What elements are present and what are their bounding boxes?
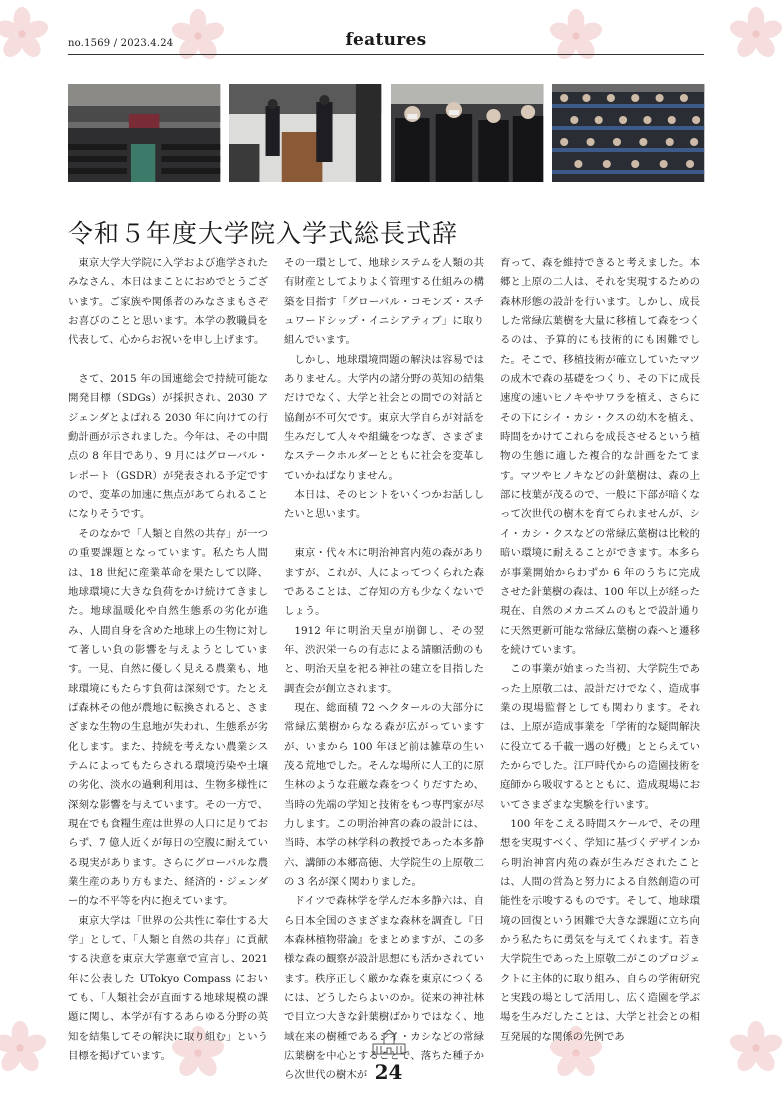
paragraph: 東京大学大学院に入学および進学されたみなさん、本日はまことにおめでとうございます。ご家族や関係者のみなさまもさぞお喜びのことと思います。本学の教職員を代表して、心からお祝いを申し上げます。 xyxy=(68,257,268,347)
yasuda-auditorium-icon xyxy=(369,1030,409,1056)
paragraph: そのなかで「人類と自然の共存」が一つの重要課題となっています。私たち人間は、18 世紀に産業革命を果たして以降、地球環境に大きな負荷をかけ続けてきました。地球温暖化や自然生態系の劣化が進み、人間自身を含めた地球上の生物に対して著しい負の影響を与えようとしています。一見、自然に優しく見える農業も、地球環境にもたらす負荷は深刻です。たとえば森林その他が農地に転換されると、さまざまな生物の生息地が失われ、生態系が劣化します。また、持続を考えない農業システムによってもたらされる環境汚染や土壌の劣化、淡水の過剰利用は、生物多様性に深刻な影響を与えています。その一方で、現在でも食糧生産は世界の人口に足りておらず、7 億人近くが毎日の空腹に耐えている現実があります。さらにグローバルな農業生産のあり方もまた、経済的・ジェンダー的な不平等を内に抱えています。 xyxy=(68,527,268,908)
section-title: features xyxy=(345,30,427,50)
podium-photo xyxy=(229,84,381,182)
paragraph: 東京大学は「世界の公共性に奉仕する大学」として、「人類と自然の共存」に貢献する決意を東京大学憲章で宣言し、2021 年に公表した UTokyo Compass においても、「人類社会が直面する地球規模の課題に関し、本学が有するあらゆる分野の英知を結集してその解決に取り組む」という目標を掲げています。 xyxy=(68,914,268,1063)
cherry-blossom-icon xyxy=(0,6,50,62)
paragraph: その一環として、地球システムを人類の共有財産としてよりよく管理する仕組みの構築を目指す「グローバル・コモンズ・スチュワードシップ・イニシアティブ」に取り組んでいます。 xyxy=(284,257,484,347)
article-column-3 xyxy=(500,254,700,1043)
cherry-blossom-icon xyxy=(728,6,784,62)
article-column-1 xyxy=(68,254,268,1063)
paragraph-gap xyxy=(284,525,484,544)
page-header xyxy=(68,30,704,55)
paragraph: しかし、地球環境問題の解決は容易ではありません。大学内の諸分野の英知の結集だけでなく、大学と社会との間での対話と協創が不可欠です。東京大学自らが対話を生みだして人々や組織をつなぎ、さまざまなステークホルダーとともに社会を変革していかねばなりません。 xyxy=(284,353,484,482)
paragraph-gap xyxy=(68,351,268,370)
issue-number: no.1569 / 2023.4.24 xyxy=(68,38,174,49)
auditorium-photo xyxy=(68,84,220,182)
paragraph: ドイツで森林学を学んだ本多静六は、自ら日本全国のさまざまな森林を調査し『日本森林植物帯論』をまとめますが、この多様な森の観察が設計思想にも活かされています。秩序正しく厳かな森を東京につくるには、どうしたらよいのか。従来の神社林で目立つ大きな針葉樹ばかりではなく、地域在来の樹種であるシイ・カシなどの常緑広葉樹を中心とすることで、落ちた種子から次世代の樹木が xyxy=(284,895,484,1082)
paragraph: さて、2015 年の国連総会で持続可能な開発目標（SDGs）が採択され、2030 アジェンダとよばれる 2030 年に向けての行動計画が示されました。今年は、その中間点の 8 年目であり、9 月にはグローバル・レポート（GSDR）が発表される予定ですので、変革の加速に焦点があてられることになりそうです。 xyxy=(68,373,268,521)
paragraph: 本日は、そのヒントをいくつかお話ししたいと思います。 xyxy=(284,489,484,521)
paragraph: 東京・代々木に明治神宮内苑の森がありますが、これが、人によってつくられた森であることは、ご存知の方も少なくないでしょう。 xyxy=(284,547,484,618)
paragraph: 100 年をこえる時間スケールで、その理想を実現すべく、学知に基づくデザインから明治神宮内苑の森が生みだされたことは、人間の営為と努力による自然創造の可能性を示唆するものです。そして、地球環境の回復という困難で大きな課題に立ち向かう私たちに勇気を与えてくれます。若き大学院生であった上原敬二がこのプロジェクトに主体的に取り組み、自らの学術研究と実践の場として活用し、広く造園を学ぶ場を生みだしたことは、大学と社会との相互発展的な関係の先例であ xyxy=(500,817,700,1043)
paragraph: 現在、総面積 72 ヘクタールの大部分に常緑広葉樹からなる森が広がっていますが、いまから 100 年ほど前は雑草の生い茂る荒地でした。そんな場所に人工的に原生林のような荘厳な森をつくりだすため、当時の先端の学知と技術をもつ専門家が尽力します。この明治神宮の森の設計には、当時、本学の林学科の教授であった本多静六、講師の本郷高徳、大学院生の上原敬二の 3 名が深く関わりました。 xyxy=(284,701,484,888)
paragraph: この事業が始まった当初、大学院生であった上原敬二は、設計だけでなく、造成事業の現場監督としても関わります。それは、上原が造成事業を「学術的な疑問解決に役立てる千載一遇の好機」ととらえていたからでした。江戸時代からの造園技術を庭師から吸収するとともに、造成現場においてさまざまな実験を行います。 xyxy=(500,663,700,811)
paragraph: 育って、森を維持できると考えました。本郷と上原の二人は、それを実現するための森林形態の設計を行います。しかし、成長した常緑広葉樹を大量に移植して森をつくるのは、予算的にも技術的にも困難でした。そこで、移植技術が確立していたマツの成木で森の基礎をつくり、その下に成長速度の速いヒノキやサワラを植え、さらにその下にシイ・カシ・クスの幼木を植え、時間をかけてこれらを成長させるという植物の生態に適した複合的な計画をたてます。マツやヒノキなどの針葉樹は、森の上部に枝葉が茂るので、一般に下部が暗くなって次世代の樹木を育てられませんが、シイ・カシ・クスなどの常緑広葉樹は比較的暗い環境に耐えることができます。本多らが事業開始からわずか 6 年のうちに完成させた針葉樹の森は、100 年以上が経った現在、自然のメカニズムのもとで設計通りに天然更新可能な常緑広葉樹の森へと遷移を続けています。 xyxy=(500,257,700,656)
audience-photo xyxy=(552,84,704,182)
article-title: 令和５年度大学院入学式総長式辞 xyxy=(68,219,459,248)
page-number: 24 xyxy=(374,1060,403,1084)
paragraph: 1912 年に明治天皇が崩御し、その翌年、渋沢栄一らの有志による請願活動のもと、明治天皇を祀る神社の建立を目指した調査会が創立されます。 xyxy=(284,624,484,695)
page-footer xyxy=(0,1030,777,1060)
applause-photo xyxy=(391,84,543,182)
photo-strip xyxy=(68,84,704,182)
